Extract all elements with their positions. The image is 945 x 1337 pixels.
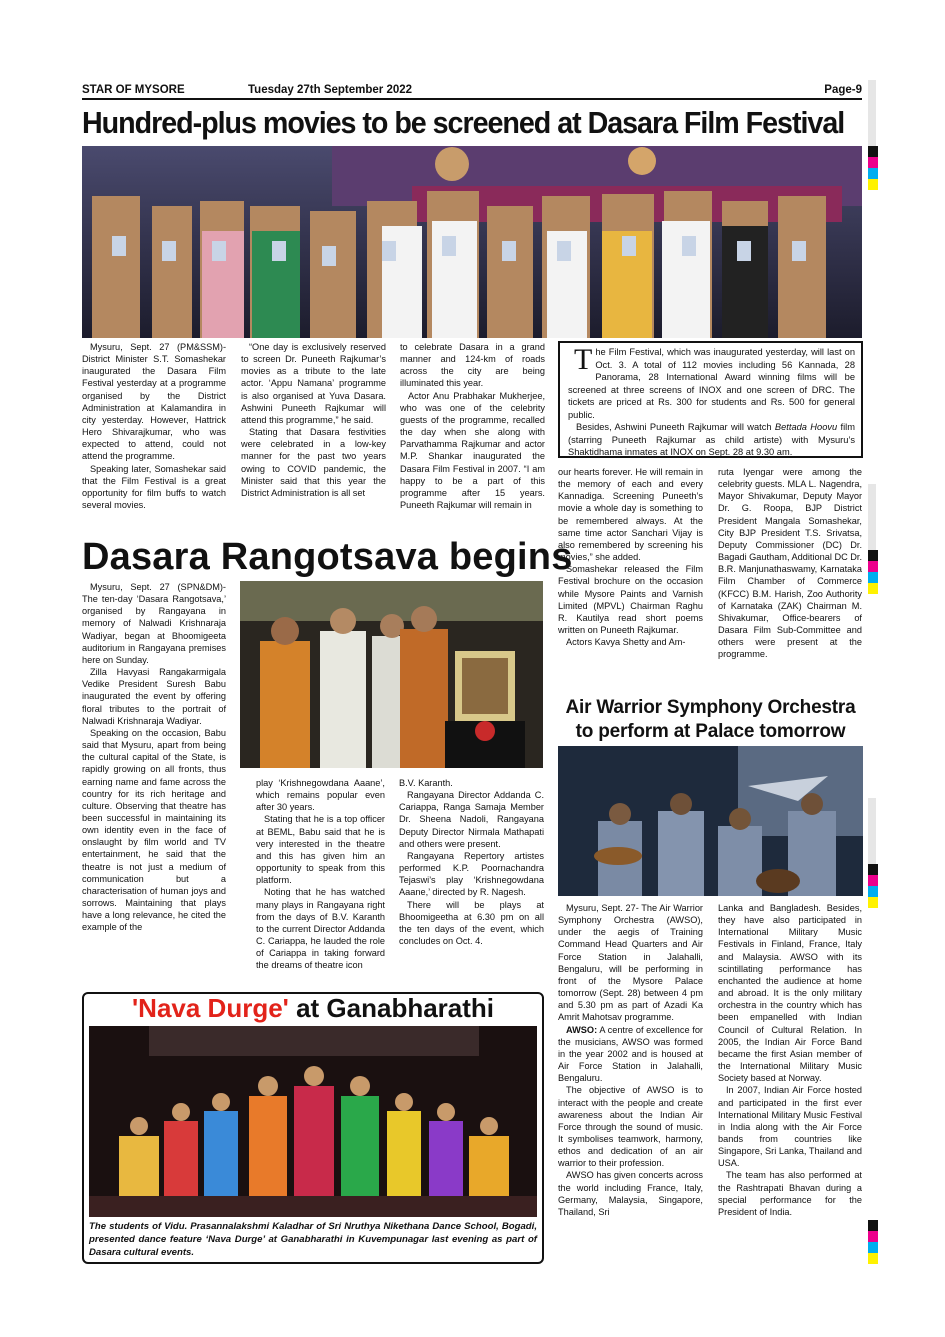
drop-cap: T (574, 343, 593, 376)
air-warrior-col-1: Mysuru, Sept. 27- The Air Warrior Symphony Orchestra (AWSO), under the aegis of Training Command Head Quarters and Air Force Station in Jalahalli, Bengaluru, will be performing in front of the Mysore Palace tomorrow (Sept. 28) between 4 pm and 5.30 pm as part of Azadi Ka Amrit Mahotsav programme. AWSO: A centre of excellence for the musicians, AWSO was formed in the year 2002 and is housed at Air Force Station in Jalahalli, Bengaluru. The objective of AWSO is to interact with the people and create awareness about the Indian Air Force through the sound of music. It symbolises teamwork, harmony, ethos and dedication of an air warrior to their profession. AWSO has given concerts across the world including France, Italy, Germany, Malaysia, Singapore, Thailand, Sri (558, 903, 703, 1217)
air-warrior-col-2: Lanka and Bangladesh. Besides, they have also participated in International Military Music Festivals in Finland, France, Italy and Malaysia. AWSO with its scintillating performance has enchanted the audience at home and abroad. It is the only military orchestra in the country which has been empanelled with Indian Council of Cultural Relation. In 2005, the Indian Air Force Band became the first Asian member of the International Military Music Society based at Norway. In 2007, Indian Air Force hosted and participated in the first ever International Military Music Festival in India along with the Air Force bands from countries like Singapore, Sri Lanka, Thailand and USA. The team has also performed at the Rashtrapati Bhavan during a special performance for the President of India. (718, 903, 862, 1217)
film-festival-info-box: The Film Festival, which was inaugurated yesterday, will last on Oct. 3. A total of 112 movies including 56 Kannada, 28 Panorama, 28 International Award winning films will be screened at three screens of INOX and one screen of DRC. The tickets are priced at Rs. 300 for students and Rs. 500 for general public. Besides, Ashwini Puneeth Rajkumar will watch Bettada Hoovu film (starring Puneeth Rajkumar as child artiste) with Mysuru’s Shaktidhama inmates at INOX on Sept. 28 at 9.30 am. (558, 341, 863, 458)
paper-name: STAR OF MYSORE (82, 84, 185, 96)
page-number: Page-9 (824, 84, 862, 96)
rangotsava-col-1: Mysuru, Sept. 27 (SPN&DM)- The ten-day ‘Dasara Rangotsava,’ organised by Rangayana in memory of Nalwadi Krishnaraja Wadiyar, began at Bhoomigeeta auditorium in Rangayana premises here on Sunday. Zilla Havyasi Rangakarmigala Vedike President Suresh Babu inaugurated the event by offering floral tributes to the portrait of Nalwadi Krishnaraja Wadiyar. Speaking on the occasion, Babu said that Mysuru, apart from being the cultural capital of the State, is rapidly growing on all fronts, thus earning name and fame across the country for its rich heritage and culture. Observing that theatre has been successful in maintaining its own identity even in the face of onslaught by film world and TV entertainment, he said that the theatre is not just a medium of communication but a characterisation of human joys and sorrows. Maintaining that plays have a long relevance, he cited the example of the (82, 582, 226, 933)
film-festival-col-3: to celebrate Dasara in a grand manner and 124-km of roads across the city are being illuminated this year. Actor Anu Prabhakar Mukherjee, who was one of the celebrity guests of the programme, recalled the day when she along with Parvathamma Rajkumar and actor M.P. Shankar inaugurated the Dasara Film Festival in 2007. “I am happy to be a part of this programme after 15 years. Puneeth Rajkumar will remain in (400, 342, 545, 511)
film-festival-col-4: our hearts forever. He will remain in the memory of each and every Kannadiga. Screening Puneeth’s movie a whole day is something to be remembered always. At the same time actor Sanchari Vijay is also remembered by screening his movies,” she added. Somashekar released the Film Festival brochure on the occasion while Mysore Paints and Varnish Limited (MPVL) Chairman Raghu R. Kautilya read short poems written on Puneeth Rajkumar. Actors Kavya Shetty and Am- (558, 467, 703, 648)
margin-strip (868, 484, 876, 550)
film-festival-col-1: Mysuru, Sept. 27 (PM&SSM)- District Minister S.T. Somashekar inaugurated the Dasara Film Festival yesterday at a programme organised by the District Administration at Kalamandira in city yesterday. However, Hattrick Hero Shivarajkumar, who was expected to attend, could not attend the programme. Speaking later, Somashekar said that the Film Festival is a great opportunity for film buffs to watch several movies. (82, 342, 226, 511)
photo-nava-durge-dance (89, 1026, 537, 1217)
rangotsava-col-3: B.V. Karanth. Rangayana Director Addanda C. Cariappa, Ranga Samaja Member Dr. Sheena Nadoli, Rangayana Deputy Director Nirmala Mathapati and others were present. Rangayana Repertory artistes performed K.P. Poornachandra Tejaswi’s play ‘Krishnegowdana Aaane,’ directed by R. Nagesh. There will be plays at Bhoomigeetha at 6.30 pm on all the ten days of the event, which concludes on Oct. 4. (399, 778, 544, 947)
headline-air-warrior-line-1: Air Warrior Symphony Orchestra (565, 697, 856, 718)
color-registration-mark (868, 550, 878, 594)
color-registration-mark (868, 1220, 878, 1264)
margin-strip (868, 798, 876, 864)
color-registration-mark (868, 864, 878, 908)
film-festival-col-2: “One day is exclusively reserved to screen Dr. Puneeth Rajkumar’s movies as a tribute to the late actor. ‘Appu Namana’ programme is also organised at Yuva Dasara. Ashwini Puneeth Rajkumar will attend this programme,” he said. Stating that Dasara festivities were celebrated in a low-key manner for the past two years owing to COVID pandemic, the Minister said that this year the District Administration is all set (241, 342, 386, 498)
header-rule (82, 98, 862, 100)
color-registration-mark (868, 146, 878, 190)
photo-air-warrior-orchestra (558, 746, 863, 896)
headline-film-festival: Hundred-plus movies to be screened at Dasara Film Festival (82, 106, 845, 140)
photo-rangotsava-inauguration (240, 581, 543, 768)
film-festival-col-5: ruta Iyengar were among the celebrity guests. MLA L. Nagendra, Mayor Shivakumar, Deputy Mayor Dr. G. Roopa, BJP District President Mangala Somashekar, City BJP President T.S. Srivatsa, Deputy Commissioner (DC) Dr. Bagadi Gautham, Additional DC Dr. B.R. Manjunathaswamy, Karnataka Film Chamber of Commerce (KFCC) B.M. Harish, Zoo Authority of Karnataka (ZAK) Chairman M. Shivakumar, Office-bearers of Dasara Film Sub-Committee and others were present at the programme. (718, 467, 863, 660)
issue-date: Tuesday 27th September 2022 (248, 84, 413, 96)
headline-air-warrior-line-2: to perform at Palace tomorrow (575, 721, 846, 742)
rangotsava-col-2: play ‘Krishnegowdana Aaane’, which remains popular even after 30 years. Stating that he is a top officer at BEML, Babu said that he is very interested in the theatre and this has given him an opportunity to speak from this platform. Noting that he has watched many plays in Rangayana right from the days of B.V. Karanth to the current Director Addanda C. Cariappa, he lauded the role of Cariappa in taking forward the dreams of theatre icon (256, 778, 385, 971)
margin-strip (868, 80, 876, 146)
headline-rangotsava: Dasara Rangotsava begins (82, 536, 573, 578)
photo-film-festival-inauguration (82, 146, 862, 338)
headline-nava-durge: 'Nava Durge' at Ganabharathi (131, 993, 495, 1023)
nava-durge-caption: The students of Vidu. Prasannalakshmi Kaladhar of Sri Nruthya Nikethana Dance School, Bogadi, presented dance feature ‘Nava Durge’ at Ganabharathi in Kuvempunagar last evening as part of Dasara cultural events. (89, 1221, 537, 1258)
